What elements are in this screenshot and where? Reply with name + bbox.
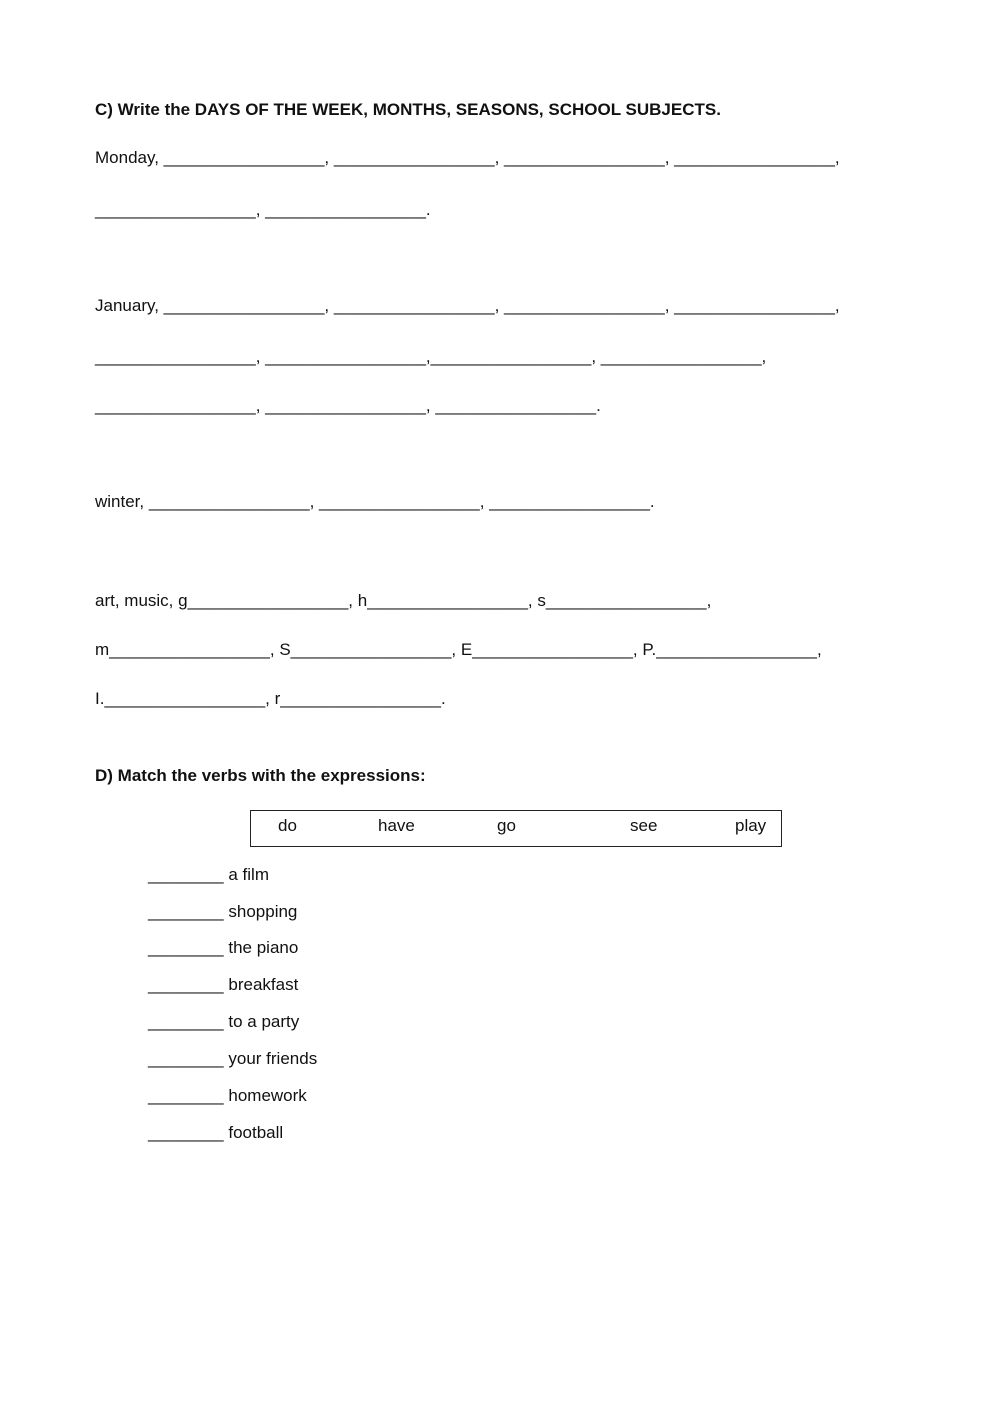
- verb-have: have: [378, 816, 415, 835]
- answer-blank: ________: [148, 1086, 224, 1105]
- answer-blank: ________: [148, 865, 224, 884]
- answer-blank: ________: [148, 938, 224, 957]
- answer-blank: ________: [148, 1123, 224, 1142]
- verb-see: see: [630, 816, 658, 835]
- expression-item: [148, 938, 298, 958]
- verb-box: [250, 810, 782, 847]
- subjects-line-1: art, music, g_________________, h_________________, s_________________,: [95, 591, 712, 610]
- answer-blank: ________: [148, 1012, 224, 1031]
- expression-item: [148, 1012, 299, 1032]
- answer-blank: ________: [148, 902, 224, 921]
- subjects-line-2: m_________________, S_________________, E_________________, P._________________,: [95, 640, 822, 659]
- expression-text: shopping: [228, 902, 298, 921]
- section-d-heading: D) Match the verbs with the expressions:: [95, 766, 426, 785]
- answer-blank: ________: [148, 975, 224, 994]
- expression-text: the piano: [228, 938, 299, 957]
- expression-item: [148, 1049, 317, 1069]
- seasons-line: winter, _________________, _________________, _________________.: [95, 492, 655, 511]
- expression-text: a film: [228, 865, 269, 884]
- expression-item: [148, 1123, 283, 1143]
- expression-text: football: [228, 1123, 284, 1142]
- months-line-2: _________________, _________________,_________________, _________________,: [95, 347, 767, 366]
- months-line-3: _________________, _________________, _________________.: [95, 396, 601, 415]
- verb-do: do: [278, 816, 297, 835]
- days-line-2: _________________, _________________.: [95, 200, 431, 219]
- expression-item: [148, 865, 269, 885]
- verb-play: play: [735, 816, 767, 835]
- expression-item: [148, 1086, 307, 1106]
- expression-text: homework: [228, 1086, 307, 1105]
- expression-text: your friends: [228, 1049, 318, 1068]
- expression-text: to a party: [228, 1012, 300, 1031]
- answer-blank: ________: [148, 1049, 224, 1068]
- section-c-heading: C) Write the DAYS OF THE WEEK, MONTHS, SEASONS, SCHOOL SUBJECTS.: [95, 100, 721, 119]
- subjects-line-3: I._________________, r_________________.: [95, 689, 446, 708]
- verb-go: go: [497, 816, 516, 835]
- expression-item: [148, 975, 298, 995]
- expression-item: [148, 902, 297, 922]
- days-line-1: Monday, _________________, _________________, _________________, _________________,: [95, 148, 840, 167]
- months-line-1: January, _________________, _________________, _________________, _________________,: [95, 296, 840, 315]
- expression-text: breakfast: [228, 975, 299, 994]
